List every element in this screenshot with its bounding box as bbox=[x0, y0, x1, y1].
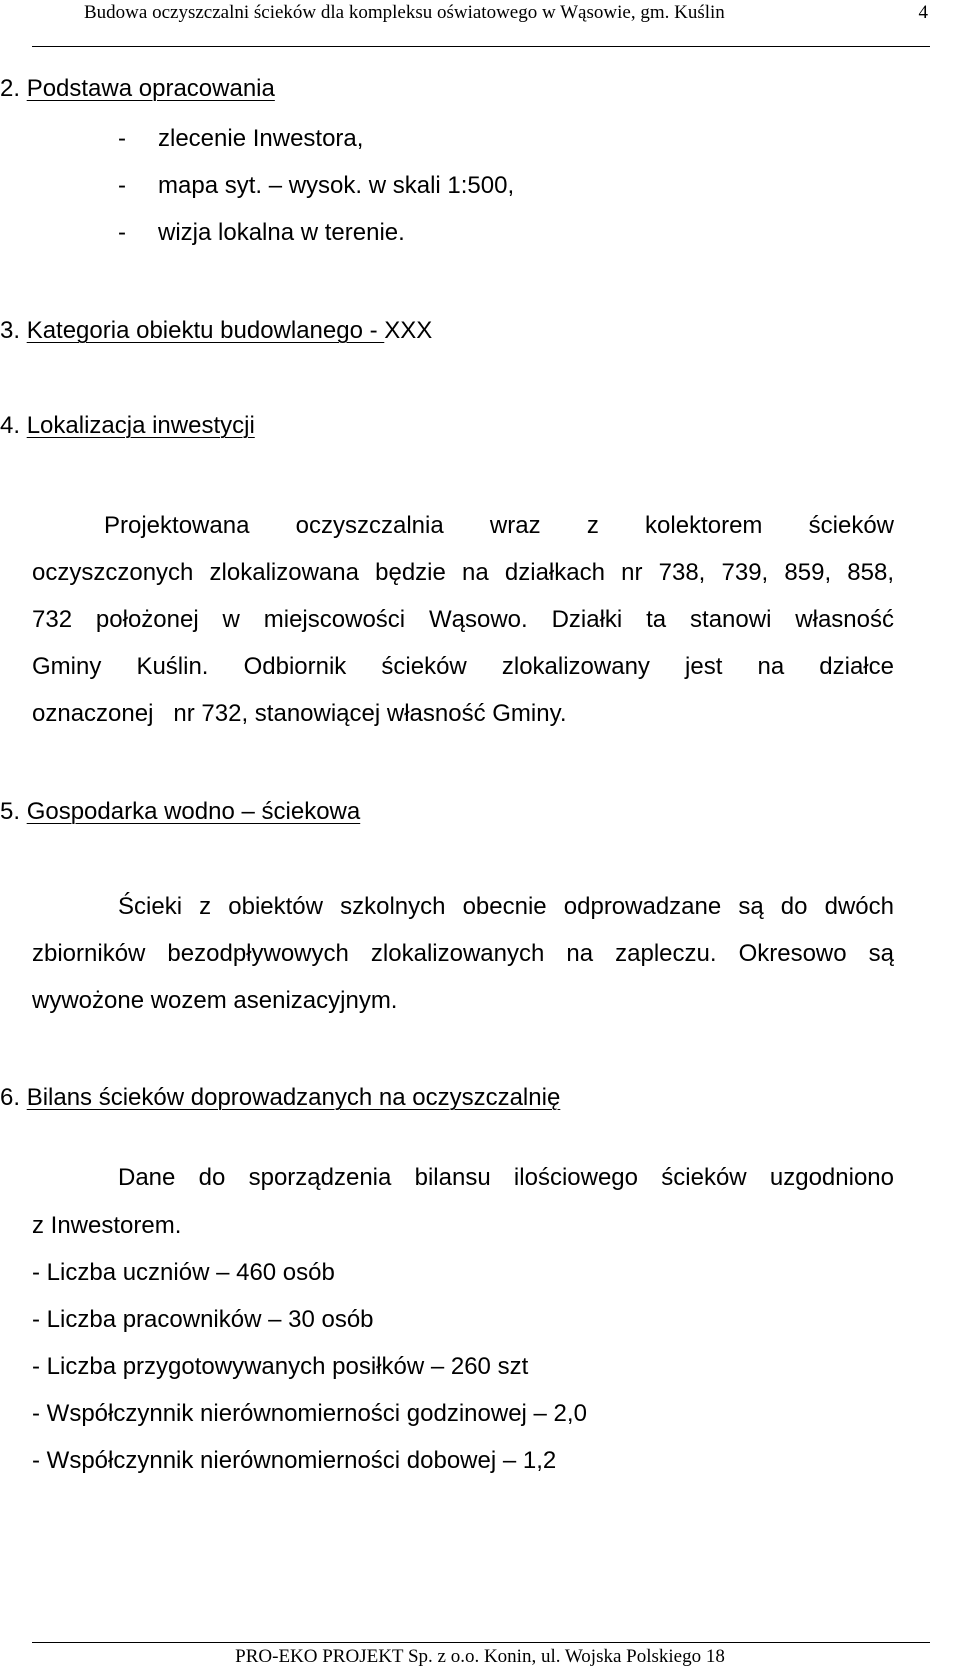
section-title: Lokalizacja inwestycji bbox=[26, 412, 255, 439]
paragraph-line: zbiorników bezodpływowych zlokalizowanych na zapleczu. Okresowo są bbox=[32, 940, 894, 967]
list-item: - Liczba uczniów – 460 osób bbox=[32, 1259, 335, 1286]
section-title: Podstawa opracowania bbox=[26, 75, 275, 102]
document-title: Budowa oczyszczalni ścieków dla kompleksu oświatowego w Wąsowie, gm. Kuślin bbox=[84, 2, 725, 23]
list-item: - wizja lokalna w terenie. bbox=[118, 217, 405, 249]
section-5-heading bbox=[0, 796, 360, 828]
list-item: - Współczynnik nierównomierności dobowej – 1,2 bbox=[32, 1447, 557, 1474]
section-3-heading bbox=[0, 315, 432, 347]
paragraph-line: Dane do sporządzenia bilansu ilościowego ścieków uzgodniono bbox=[118, 1164, 894, 1191]
section-number: 5. bbox=[0, 798, 21, 825]
paragraph-line: oznaczonej nr 732, stanowiącej własność Gminy. bbox=[32, 700, 567, 727]
section-number: 2. bbox=[0, 75, 21, 102]
page-number: 4 bbox=[918, 2, 928, 23]
list-item: - Liczba pracowników – 30 osób bbox=[32, 1306, 374, 1333]
section-number: 6. bbox=[0, 1084, 21, 1111]
paragraph-line: Projektowana oczyszczalnia wraz z kolektorem ścieków bbox=[104, 512, 894, 539]
section-title: Bilans ścieków doprowadzanych na oczyszczalnię bbox=[26, 1084, 561, 1111]
section-6-heading bbox=[0, 1082, 560, 1114]
section-number: 4. bbox=[0, 412, 21, 439]
paragraph-line: Gminy Kuślin. Odbiornik ścieków zlokalizowany jest na działce bbox=[32, 653, 894, 680]
list-item: - Współczynnik nierównomierności godzinowej – 2,0 bbox=[32, 1400, 587, 1427]
section-4-heading bbox=[0, 410, 255, 442]
footer-divider bbox=[32, 1642, 930, 1643]
list-item: - zlecenie Inwestora, bbox=[118, 123, 363, 155]
section-title: Kategoria obiektu budowlanego - bbox=[26, 317, 385, 344]
dash-bullet: - bbox=[118, 219, 126, 246]
page-header bbox=[32, 0, 930, 46]
paragraph-line: Ścieki z obiektów szkolnych obecnie odprowadzane są do dwóch bbox=[118, 893, 894, 920]
header-divider bbox=[32, 46, 930, 47]
section-title: Gospodarka wodno – ściekowa bbox=[26, 798, 361, 825]
category-value: XXX bbox=[384, 317, 433, 344]
page-footer: PRO-EKO PROJEKT Sp. z o.o. Konin, ul. Wojska Polskiego 18 bbox=[235, 1646, 725, 1667]
section-2-heading bbox=[0, 73, 275, 105]
list-item: - mapa syt. – wysok. w skali 1:500, bbox=[118, 170, 514, 202]
dash-bullet: - bbox=[118, 125, 126, 152]
dash-bullet: - bbox=[118, 172, 126, 199]
paragraph-line: z Inwestorem. bbox=[32, 1212, 182, 1239]
paragraph-line: oczyszczonych zlokalizowana będzie na działkach nr 738, 739, 859, 858, bbox=[32, 559, 894, 586]
section-number: 3. bbox=[0, 317, 21, 344]
list-item: - Liczba przygotowywanych posiłków – 260 szt bbox=[32, 1353, 529, 1380]
paragraph-line: wywożone wozem asenizacyjnym. bbox=[32, 987, 398, 1014]
paragraph-line: 732 położonej w miejscowości Wąsowo. Działki ta stanowi własność bbox=[32, 606, 894, 633]
